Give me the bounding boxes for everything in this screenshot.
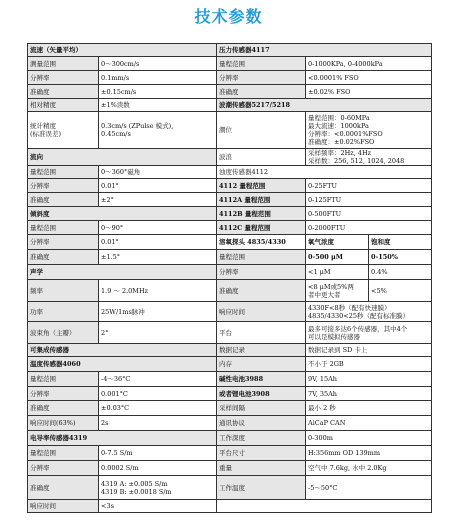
cell-empty <box>217 500 432 513</box>
cell-value: 1.9 ～ 2.0MHz <box>99 280 217 302</box>
cell-value: 2s <box>99 416 217 431</box>
table-row <box>28 280 432 302</box>
cell-label: 量程范围 <box>217 250 306 265</box>
cell-value: 0-7.5 S/m <box>99 446 217 461</box>
cell-label: 平台 <box>217 322 306 344</box>
cell-label: 潮位 <box>217 112 306 149</box>
cell-value: 量程范围：0-60MPa 最大流速：1000kPa 分辨率：<0.0001%FSO 准确度：±0.02%FSO <box>306 112 432 149</box>
cell-label: 频率 <box>28 280 99 302</box>
cell-value: 4319 A: ±0.005 S/m 4319 B: ±0.0018 S/m <box>99 476 217 500</box>
cell-value: 0.1mm/s <box>99 71 217 85</box>
cell-label: 功率 <box>28 302 99 322</box>
cell-label: 或者锂电池3908 <box>217 387 306 401</box>
cell-value: 0.4% <box>369 265 432 280</box>
cell-label: 响应时间(63%) <box>28 416 99 431</box>
table-row <box>28 44 432 57</box>
cell-label: 重量 <box>217 461 306 476</box>
table-row <box>28 99 432 112</box>
table-row <box>28 112 432 149</box>
cell-label: 量程范围 <box>28 166 99 179</box>
section-dissolved-oxygen: 溶氧探头 4835/4330 <box>217 235 306 250</box>
cell-value: 0-300m <box>306 431 432 446</box>
cell-value: 0.01° <box>99 235 217 250</box>
table-row <box>28 207 432 221</box>
cell-value: 0-500 μM <box>306 250 369 265</box>
cell-value: -5～50°C <box>306 476 432 500</box>
cell-value: 7V, 35Ah <box>306 387 432 401</box>
table-row <box>28 250 432 265</box>
cell-label: 响应时间 <box>217 302 306 322</box>
cell-label: 分辨率 <box>28 461 99 476</box>
table-row <box>28 357 432 372</box>
cell-value: AiCaP CAN <box>306 416 432 431</box>
section-wave-tide-sensor: 波潮传感器5217/5218 <box>217 99 432 112</box>
table-row <box>28 149 432 166</box>
table-row <box>28 401 432 416</box>
cell-label: 准确度 <box>28 476 99 500</box>
table-row <box>28 179 432 193</box>
cell-label: 工作深度 <box>217 431 306 446</box>
cell-value: 4330F<8秒（配有快速膜） 4835/4330<25秒（配有标准膜） <box>306 302 432 322</box>
cell-value: ±2° <box>99 193 217 207</box>
cell-value: 0-150% <box>369 250 432 265</box>
section-temperature-sensor: 温度传感器4060 <box>28 357 217 372</box>
cell-value: ±1.5° <box>99 250 217 265</box>
table-row <box>28 500 432 513</box>
cell-label: 4112B 量程范围 <box>217 207 306 221</box>
cell-value: <3s <box>99 500 217 513</box>
column-header-saturation: 饱和度 <box>369 235 432 250</box>
cell-label: 内存 <box>217 357 306 372</box>
cell-value: 0-125FTU <box>306 193 432 207</box>
cell-label: 工作温度 <box>217 476 306 500</box>
cell-value: 0-500FTU <box>306 207 432 221</box>
cell-label: 分辨率 <box>28 179 99 193</box>
table-row <box>28 344 432 357</box>
cell-value: <5% <box>369 280 432 302</box>
table-row <box>28 71 432 85</box>
page-title: 技术参数 <box>194 7 263 26</box>
table-row <box>28 166 432 179</box>
cell-label: 量程范围 <box>217 57 306 71</box>
section-pressure-sensor: 压力传感器4117 <box>217 44 432 57</box>
cell-value: ±0.02% FSO <box>306 85 432 99</box>
table-row <box>28 57 432 71</box>
cell-value: <1 μM <box>306 265 369 280</box>
cell-value: 25W/1ms脉冲 <box>99 302 217 322</box>
section-flow-velocity: 流速（矢量平均） <box>28 44 217 57</box>
table-row <box>28 235 432 250</box>
cell-label: 分辨率 <box>28 71 99 85</box>
section-integrated-sensors: 可集成传感器 <box>28 344 217 357</box>
section-flow-direction: 流向 <box>28 149 217 166</box>
table-row <box>28 476 432 500</box>
cell-value: 数据记录到 SD 卡上 <box>306 344 432 357</box>
cell-label: 通讯协议 <box>217 416 306 431</box>
table-row <box>28 372 432 387</box>
cell-label: 分辨率 <box>217 71 306 85</box>
cell-value: ±0.15cm/s <box>99 85 217 99</box>
cell-label: 量程范围 <box>28 446 99 461</box>
cell-label: 准确度 <box>28 85 99 99</box>
cell-value: 0.0002 S/m <box>99 461 217 476</box>
cell-value: ±0.03°C <box>99 401 217 416</box>
cell-label: 准确度 <box>28 193 99 207</box>
cell-label: 统计精度 (标准误差) <box>28 112 99 149</box>
cell-label: 4112A 量程范围 <box>217 193 306 207</box>
cell-label: 分辨率 <box>28 387 99 401</box>
cell-label: 相对精度 <box>28 99 99 112</box>
cell-label: 碱性电池3988 <box>217 372 306 387</box>
cell-label: 波束角（主瓣） <box>28 322 99 344</box>
cell-label: 数据记录 <box>217 344 306 357</box>
cell-label: 准确度 <box>28 401 99 416</box>
table-row <box>28 416 432 431</box>
section-acoustic: 声学 <box>28 265 217 280</box>
table-row <box>28 387 432 401</box>
cell-value: 0.01° <box>99 179 217 193</box>
section-turbidity-sensor: 浊度传感器4112 <box>217 166 432 179</box>
cell-value: <8 μM或5%两 者中更大者 <box>306 280 369 302</box>
cell-value: 采样频率：2Hz, 4Hz 采样数：256, 512, 1024, 2048 <box>306 149 432 166</box>
cell-value: H:356mm OD 139mm <box>306 446 432 461</box>
cell-value: 0-2000FTU <box>306 221 432 235</box>
cell-value: 0-1000KPa, 0-4000kPa <box>306 57 432 71</box>
cell-value: 不小于 2GB <box>306 357 432 372</box>
section-conductivity-sensor: 电导率传感器4319 <box>28 431 217 446</box>
cell-label: 准确度 <box>217 85 306 99</box>
cell-label: 准确度 <box>28 250 99 265</box>
cell-label: 量程范围 <box>28 372 99 387</box>
table-row <box>28 322 432 344</box>
cell-label: 分辨率 <box>217 265 306 280</box>
cell-value: 0～300cm/s <box>99 57 217 71</box>
cell-value: 最小 2 秒 <box>306 401 432 416</box>
cell-label: 4112 量程范围 <box>217 179 306 193</box>
table-row <box>28 446 432 461</box>
cell-value: 空气中 7.6kg, 水中 2.0Kg <box>306 461 432 476</box>
cell-value: 0～90° <box>99 221 217 235</box>
table-row <box>28 302 432 322</box>
cell-label: 采样间隔 <box>217 401 306 416</box>
section-tilt: 倾斜度 <box>28 207 217 221</box>
cell-label: 量程范围 <box>28 221 99 235</box>
cell-label: 测量范围 <box>28 57 99 71</box>
table-row <box>28 431 432 446</box>
cell-value: ±1%读数 <box>99 99 217 112</box>
cell-value: 0.3cm/s (ZPulse 模式), 0.45cm/s <box>99 112 217 149</box>
cell-value: 2° <box>99 322 217 344</box>
spec-table <box>27 43 432 513</box>
table-row <box>28 221 432 235</box>
cell-value: 0～360°磁角 <box>99 166 217 179</box>
cell-label: 平台尺寸 <box>217 446 306 461</box>
table-row <box>28 265 432 280</box>
cell-label: 准确度 <box>217 280 306 302</box>
cell-label: 4112C 量程范围 <box>217 221 306 235</box>
cell-label: 响应时间 <box>28 500 99 513</box>
cell-value: <0.0001% FSO <box>306 71 432 85</box>
cell-value: 0-25FTU <box>306 179 432 193</box>
cell-label: 分辨率 <box>28 235 99 250</box>
column-header-oxygen-concentration: 氧气浓度 <box>306 235 369 250</box>
cell-value: -4～36°C <box>99 372 217 387</box>
cell-value: 0.001°C <box>99 387 217 401</box>
cell-label: 波浪 <box>217 149 306 166</box>
cell-value: 9V, 15Ah <box>306 372 432 387</box>
table-row <box>28 85 432 99</box>
table-row <box>28 461 432 476</box>
cell-value: 最多可接多达6个传感器，其中4个 可以是模拟传感器 <box>306 322 432 344</box>
table-row <box>28 193 432 207</box>
